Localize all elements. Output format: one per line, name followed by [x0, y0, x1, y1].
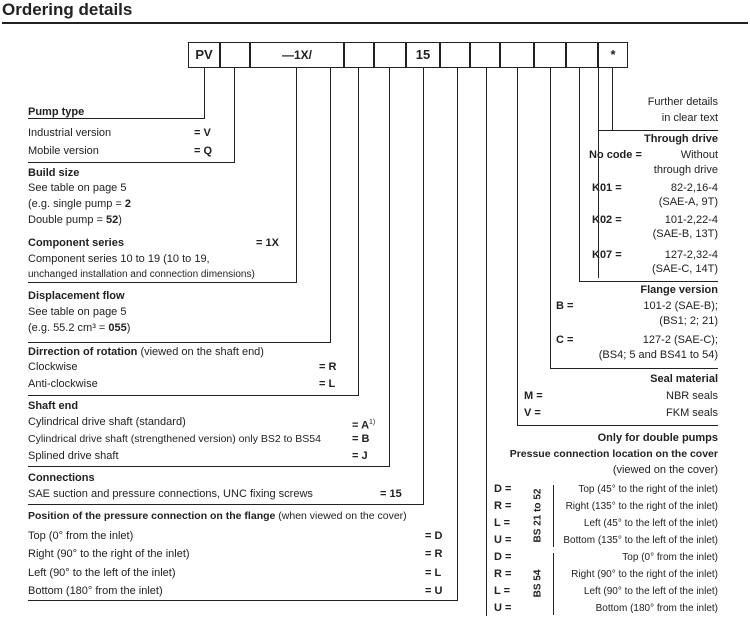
leader-double-codes	[486, 68, 487, 616]
code-box-4	[344, 42, 374, 68]
leader-build-size	[234, 68, 235, 162]
double-g1-l-value: Left (45° to the left of the inlet)	[583, 518, 718, 529]
no-code-label: No code =	[589, 149, 642, 161]
displacement-line1: See table on page 5	[28, 306, 127, 318]
double-g2-u-label: U =	[494, 602, 512, 614]
code-box-15: 15	[406, 42, 440, 68]
flange-c-value2: (BS4; 5 and BS41 to 54)	[598, 349, 718, 361]
code-box-5	[374, 42, 406, 68]
seal-v-label: V =	[524, 407, 541, 419]
position-top: Top (0° from the inlet)	[28, 530, 134, 542]
shaft-line2-code: = B	[352, 433, 370, 445]
double-g1-u-value: Bottom (135° to the left of the inlet)	[563, 535, 718, 546]
rotation-heading: Dirrection of rotation (viewed on the shaft end)	[28, 346, 264, 358]
rule-rotation	[28, 395, 359, 396]
connections-code: = 15	[380, 488, 402, 500]
flange-c-label: C =	[556, 334, 574, 346]
rule-build-size	[28, 162, 235, 163]
k07-value2: (SAE-C, 14T)	[651, 263, 718, 275]
rotation-anticlockwise: Anti-clockwise	[28, 378, 98, 390]
rule-seal	[550, 368, 718, 369]
build-size-line2: (e.g. single pump = 2	[28, 198, 132, 210]
further-details-line2: in clear text	[661, 112, 718, 124]
shaft-line3-code: = J	[352, 450, 368, 462]
double-g1-d-value: Top (45° to the right of the inlet)	[578, 484, 718, 495]
page-title: Ordering details	[2, 0, 133, 19]
double-g2-l-value: Left (90° to the left of the inlet)	[583, 586, 718, 597]
double-g1-d-label: D =	[494, 483, 512, 495]
flange-b-value2: (BS1; 2; 21)	[659, 315, 718, 327]
double-g2-d-value: Top (0° from the inlet)	[622, 552, 718, 563]
double-g1-l-label: L =	[494, 517, 511, 529]
position-bottom-code: = U	[425, 585, 443, 597]
code-box-2	[220, 42, 250, 68]
rule-connections	[28, 504, 424, 505]
k01-value2: (SAE-A, 9T)	[658, 196, 718, 208]
rule-through-drive	[598, 130, 718, 131]
seal-heading: Seal material	[650, 373, 718, 385]
leader-rotation	[358, 68, 359, 395]
leader-displacement	[330, 68, 331, 343]
code-box-7	[440, 42, 470, 68]
position-top-code: = D	[425, 530, 443, 542]
double-g1-u-label: U =	[494, 534, 512, 546]
component-code: = 1X	[256, 237, 279, 249]
rotation-anticlockwise-code: = L	[319, 378, 336, 390]
leader-component	[296, 68, 297, 282]
no-code-value2: through drive	[653, 164, 718, 176]
position-left-code: = L	[425, 567, 442, 579]
position-right-code: = R	[425, 548, 443, 560]
code-box-9	[500, 42, 534, 68]
leader-double	[517, 68, 518, 425]
rule-component	[28, 282, 297, 283]
double-subheading2: (viewed on the cover)	[612, 464, 718, 476]
leader-flange	[579, 68, 580, 282]
code-box-8	[470, 42, 500, 68]
build-size-line1: See table on page 5	[28, 182, 127, 194]
pump-type-mobile: Mobile version	[28, 145, 99, 157]
code-box-series: —1X/	[250, 42, 344, 68]
flange-b-label: B =	[556, 300, 574, 312]
shaft-line1-code: = $A^{1)}$	[352, 419, 376, 432]
double-subheading: Pressue connection location on the cover	[509, 448, 718, 460]
title-rule	[2, 22, 748, 24]
k07-value1: 127-2,32-4	[664, 249, 718, 261]
k01-value1: 82-2,16-4	[670, 182, 718, 194]
double-group2-bracket	[553, 553, 554, 615]
k02-value2: (SAE-B, 13T)	[652, 228, 718, 240]
shaft-line2: Cylindrical drive shaft (strengthened version) only BS2 to BS54	[28, 433, 321, 445]
component-line1: Component series 10 to 19 (10 to 19,	[28, 253, 210, 265]
position-heading: Position of the pressure connection on the flange (when viewed on the cover)	[28, 510, 407, 522]
flange-c-value1: 127-2 (SAE-C);	[642, 334, 718, 346]
position-right: Right (90° to the right of the inlet)	[28, 548, 190, 560]
displacement-line2: (e.g. 55.2 cm³ = 055)	[28, 322, 131, 334]
build-size-line3: Double pump = 52)	[28, 214, 122, 226]
k01-label: K01 =	[592, 182, 622, 194]
pump-type-industrial: Industrial version	[28, 127, 112, 139]
build-size-heading: Build size	[28, 167, 80, 179]
leader-pump-type	[204, 68, 205, 118]
rule-double	[517, 425, 718, 426]
double-group1-label: BS 21 to 52	[532, 488, 544, 543]
code-box-10	[534, 42, 566, 68]
component-line2: unchanged installation and connection dimensions)	[28, 269, 255, 280]
rule-displacement	[28, 342, 331, 343]
seal-m-value: NBR seals	[666, 390, 718, 402]
rule-flange	[579, 281, 718, 282]
code-box-11	[566, 42, 598, 68]
k07-label: K07 =	[592, 249, 622, 261]
k02-label: K02 =	[592, 214, 622, 226]
double-g1-r-label: R =	[494, 500, 512, 512]
double-heading: Only for double pumps	[597, 432, 718, 444]
shaft-line1: Cylindrical drive shaft (standard)	[28, 416, 186, 428]
rotation-clockwise-code: = R	[319, 361, 337, 373]
pump-type-heading: Pump type	[28, 106, 85, 118]
leader-position	[457, 68, 458, 600]
connections-line1: SAE suction and pressure connections, UNC fixing screws	[28, 488, 313, 500]
component-heading: Component series	[28, 237, 124, 249]
double-group1-bracket	[553, 485, 554, 547]
double-g2-u-value: Bottom (180° from the inlet)	[595, 603, 718, 614]
shaft-line3: Splined drive shaft	[28, 450, 119, 462]
flange-heading: Flange version	[640, 284, 718, 296]
leader-seal	[550, 68, 551, 369]
pump-type-industrial-code: = V	[194, 127, 211, 139]
further-details-line1: Further details	[647, 96, 718, 108]
double-g2-d-label: D =	[494, 551, 512, 563]
through-drive-heading: Through drive	[644, 133, 718, 145]
no-code-value1: Without	[680, 149, 718, 161]
leader-shaft	[389, 68, 390, 467]
leader-further	[612, 68, 613, 130]
leader-connections	[423, 68, 424, 505]
connections-heading: Connections	[28, 472, 95, 484]
code-box-pv: PV	[188, 42, 220, 68]
double-g2-r-value: Right (90° to the right of the inlet)	[571, 569, 718, 580]
double-g2-r-label: R =	[494, 568, 512, 580]
double-group2-label: BS 54	[532, 569, 544, 598]
pump-type-mobile-code: = Q	[194, 145, 213, 157]
position-bottom: Bottom (180° from the inlet)	[28, 585, 163, 597]
k02-value1: 101-2,22-4	[664, 214, 718, 226]
seal-m-label: M =	[524, 390, 543, 402]
rotation-clockwise: Clockwise	[28, 361, 78, 373]
leader-through-drive	[598, 68, 599, 278]
code-box-star: *	[598, 42, 628, 68]
position-left: Left (90° to the left of the inlet)	[28, 567, 176, 579]
rule-position	[28, 600, 458, 601]
double-g1-r-value: Right (135° to the right of the inlet)	[565, 501, 718, 512]
flange-b-value1: 101-2 (SAE-B);	[643, 300, 718, 312]
double-g2-l-label: L =	[494, 585, 511, 597]
rule-shaft	[28, 466, 390, 467]
displacement-heading: Displacement flow	[28, 290, 125, 302]
shaft-heading: Shaft end	[28, 400, 79, 412]
seal-v-value: FKM seals	[666, 407, 718, 419]
